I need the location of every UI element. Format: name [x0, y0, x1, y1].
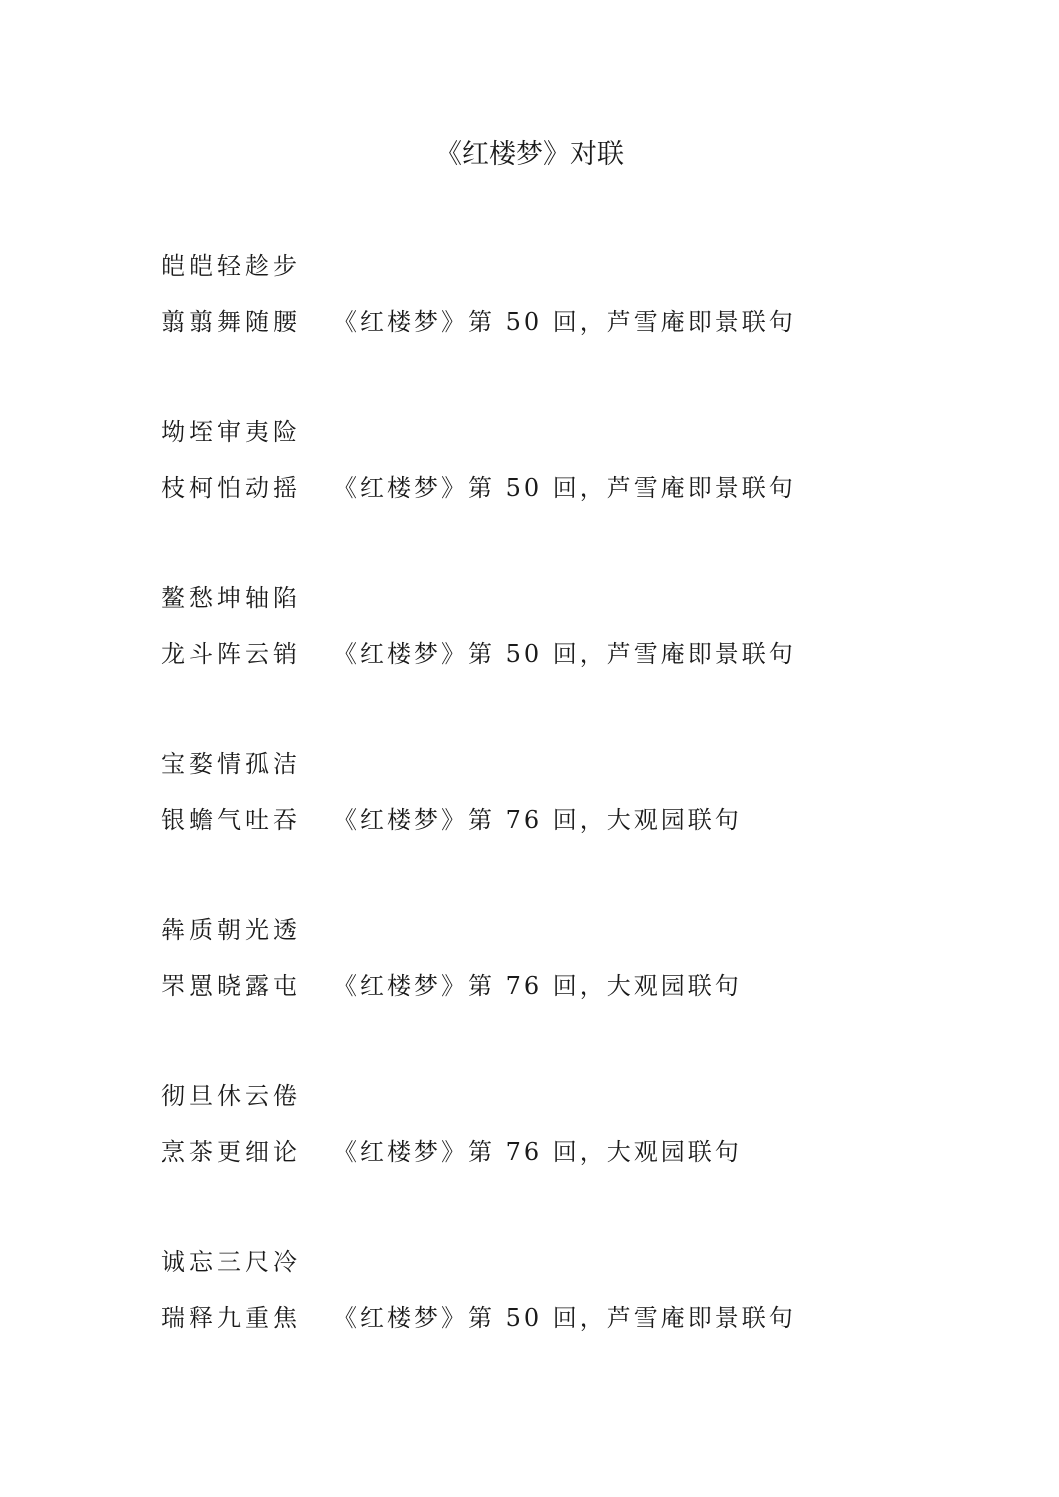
couplet-item — [161, 1245, 921, 1411]
couplet-source: 《红楼梦》第 76 回，大观园联句 — [333, 972, 742, 1000]
couplet-upper-line: 坳垤审夷险 — [161, 418, 301, 446]
couplet-lower-line: 罘罳晓露屯 — [161, 972, 301, 1000]
couplet-source: 《红楼梦》第 76 回，大观园联句 — [333, 806, 742, 834]
couplet-list — [161, 249, 921, 1411]
couplet-item — [161, 913, 921, 1079]
couplet-lower-line: 银蟾气吐吞 — [161, 806, 301, 834]
couplet-item — [161, 249, 921, 415]
couplet-upper-line: 皑皑轻趁步 — [161, 252, 301, 280]
couplet-source: 《红楼梦》第 50 回，芦雪庵即景联句 — [333, 474, 796, 502]
couplet-source: 《红楼梦》第 50 回，芦雪庵即景联句 — [333, 308, 796, 336]
couplet-source: 《红楼梦》第 76 回，大观园联句 — [333, 1138, 742, 1166]
couplet-source: 《红楼梦》第 50 回，芦雪庵即景联句 — [333, 1304, 796, 1332]
couplet-lower-line: 龙斗阵云销 — [161, 640, 301, 668]
couplet-lower-line: 烹茶更细论 — [161, 1138, 301, 1166]
couplet-item — [161, 415, 921, 581]
couplet-upper-line: 鳌愁坤轴陷 — [161, 584, 301, 612]
couplet-lower-line: 枝柯怕动摇 — [161, 474, 301, 502]
couplet-upper-line: 彻旦休云倦 — [161, 1082, 301, 1110]
couplet-lower-line: 翦翦舞随腰 — [161, 308, 301, 336]
couplet-upper-line: 犇质朝光透 — [161, 916, 301, 944]
couplet-upper-line: 宝婺情孤洁 — [161, 750, 301, 778]
couplet-upper-line: 诚忘三尺冷 — [161, 1248, 301, 1276]
couplet-lower-line: 瑞释九重焦 — [161, 1304, 301, 1332]
couplet-source: 《红楼梦》第 50 回，芦雪庵即景联句 — [333, 640, 796, 668]
couplet-item — [161, 581, 921, 747]
page-title: 《红楼梦》对联 — [435, 139, 624, 170]
couplet-item — [161, 1079, 921, 1245]
couplet-item — [161, 747, 921, 913]
